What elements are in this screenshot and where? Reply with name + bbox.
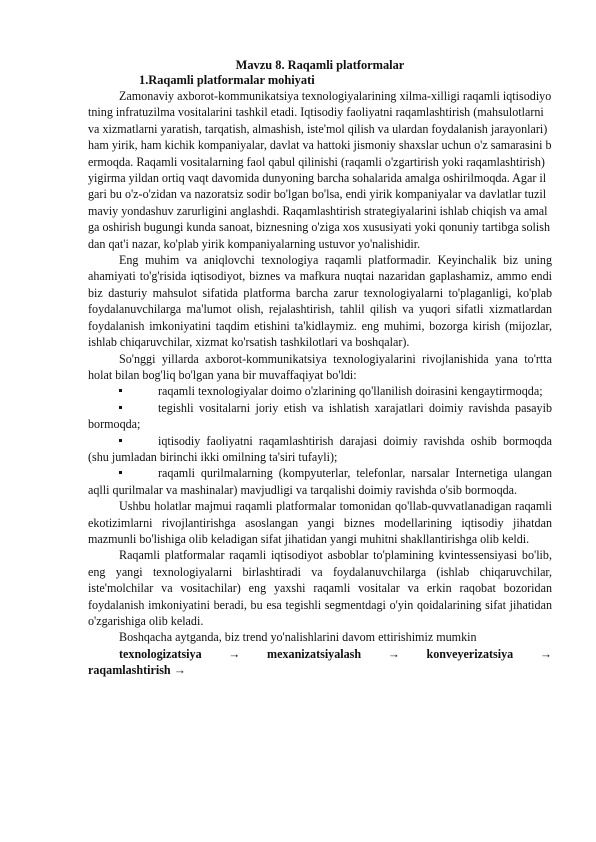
bullet-item — [88, 465, 552, 498]
arrow-icon: → — [387, 646, 400, 661]
paragraph-intro: Zamonaviy axborot-kommunikatsiya texnologiyalarining xilma-xilligi raqamli iqtisodiyotning infratuzilma vositalarini tashkil etadi. Iqtisodiy faoliyatni raqamlashtirish (mahsulotlarni va xizmatlarni yaratish, tarqatish, almashish, iste'mol qilish va ulardan foydalanish jarayonlari) ham yirik, ham kichik kompaniyalar, davlat va hattoki jismoniy shaxslar uchun o'z samarasini bermoqda. Raqamli vositalarning faol qabul qilinishi (raqamli o'zgartirish yoki raqamlashtirish) yigirma yildan ortiq vaqt davomida dunyoning barcha sohalarida amalga oshirilmoqda. Agar ilgari bu o'z-o'zidan va nazoratsiz sodir bo'lgan bo'lsa, endi yirik kompaniyalar va davlatlar tuzilmaviy yondashuv zarurligini anglashdi. Raqamlashtirish strategiyalarini ishlab chiqish va amalga oshirish bugungi kunda sanoat, biznesning o'ziga xos xususiyati yoki qonuniy tartibga solishdan qat'i nazar, ko'plab yirik kompaniyalarning ustuvor yo'nalishidir. — [88, 89, 552, 251]
trend-chain-row — [88, 662, 552, 678]
bullet-icon — [119, 439, 122, 442]
trend-chain — [88, 646, 552, 679]
bullet-item — [88, 383, 552, 399]
paragraph-quintessence: Raqamli platformalar raqamli iqtisodiyot asboblar to'plamining kvintessensiyasi bo'lib, eng yangi texnologiyalarni birlashtiradi va foydalanuvchilarga (ishlab chiqaruvchilar, iste'molchilar va vositachilar) eng yaxshi raqamli vositalar va erkin raqobat bozoridan foydalanish imkoniyatini beradi, bu esa tegishli segmentdagi o'yin qoidalarining sifat jihatidan o'zgarishiga olib keladi. — [88, 548, 552, 628]
trend-step: mexanizatsiyalash — [267, 646, 362, 661]
bullet-text: raqamli qurilmalarning (kompyuterlar, telefonlar, narsalar Internetiga ulangan aqlli qurilmalar va mashinalar) mavjudligi va tarqalishi doimiy ravishda o'sib bormoqda. — [88, 466, 552, 497]
bullet-item — [88, 400, 552, 433]
trend-step: texnologizatsiya — [119, 646, 202, 661]
arrow-icon: → — [173, 663, 186, 678]
section-heading: 1.Raqamli platformalar mohiyati — [139, 73, 315, 87]
bullet-icon — [119, 406, 122, 409]
bullet-text: tegishli vositalarni joriy etish va ishlatish xarajatlari doimiy ravishda pasayib bormoqda; — [88, 400, 552, 432]
arrow-icon: → — [539, 646, 552, 661]
document-title: Mavzu 8. Raqamli platformalar — [235, 58, 405, 72]
bullet-icon — [119, 471, 122, 474]
paragraph-ecosystems: Ushbu holatlar majmui raqamli platformalar tomonidan qo'llab-quvvatlanadigan raqamli ekotizimlarni rivojlantirishga asoslangan yangi biznes modellarining iqtisodiy jihatdan mazmunli bo'lishiga olib keladigan sifat jihatidan yangi muhitni shakllantirishga olib keldi. — [88, 499, 552, 546]
document-body — [88, 58, 552, 679]
paragraph-success: So'nggi yillarda axborot-kommunikatsiya texnologiyalarini rivojlanishida yana to'rtta holat bilan bog'liq bo'lgan yana bir muvaffaqiyat bo'ldi: — [88, 351, 552, 382]
trend-step: raqamlashtirish — [88, 663, 171, 678]
arrow-icon: → — [228, 646, 241, 661]
paragraph-trend: Boshqacha aytganda, biz trend yo'nalishlarini davom ettirishimiz mumkin — [119, 630, 477, 645]
bullet-text: raqamli texnologiyalar doimo o'zlarining qo'llanilish doirasini kengaytirmoqda; — [158, 384, 543, 399]
bullet-item — [88, 433, 552, 466]
trend-step: konveyerizatsiya — [426, 646, 514, 661]
paragraph-platform: Eng muhim va aniqlovchi texnologiya raqamli platformadir. Keyinchalik biz uning ahamiyati to'g'risida iqtisodiyot, biznes va mafkura nuqtai nazaridan gaplashamiz, ammo endi biz dasturiy mahsulot sifatida platforma barcha zarur texnologiyalarni to'plaganligi, ko'plab foydalanuvchilarga ma'lumot olish, rejalashtirish, tahlil qilish va yuqori sifatli xizmatlardan foydalanish imkoniyatini taqdim etishini ta'kidlaymiz. eng muhimi, bozorga kirish (mijozlar, ishlab chiqaruvchilar, xizmat ko'rsatish tashkilotlari va boshqalar). — [88, 253, 552, 350]
bullet-text: iqtisodiy faoliyatni raqamlashtirish darajasi doimiy ravishda oshib bormoqda (shu jumladan birinchi ikki omilning ta'siri tufayli); — [88, 433, 552, 464]
bullet-icon — [119, 389, 122, 392]
trend-chain-row — [88, 646, 552, 662]
